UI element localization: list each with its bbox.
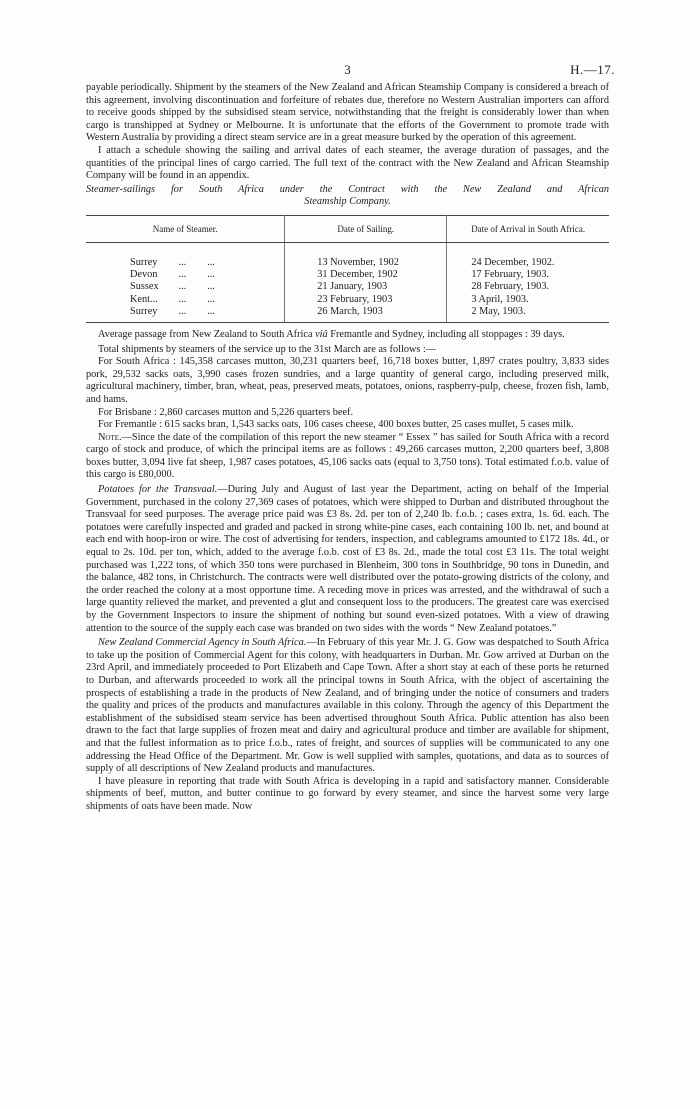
leader-dots: ... [207, 305, 215, 317]
paragraph-fremantle: For Fremantle : 615 sacks bran, 1,543 sacks oats, 106 cases cheese, 400 boxes butter, 25 cases mullet, 5 cases milk. [98, 419, 574, 431]
arrival-date: 28 February, 1903. [471, 281, 550, 293]
table-caption-line2: Steamship Company. [304, 196, 391, 208]
table-header-row [86, 215, 609, 242]
paragraph-note: Note.—Since the date of the compilation of this report the new steamer “ Essex ” has sailed for South Africa with a record cargo of stock and produce, of which the principal items are as follows : 49,266 carcases mutton, 2,200 quarters beef, 3,808 boxes butter, 3,094 live fat sheep, 1,987 cases potatoes, 45,106 sacks oats (equal to 3,750 tons). Total estimated f.o.b. value of this cargo is £80,000. [86, 431, 609, 481]
leader-dots: ... [207, 293, 215, 305]
leader-dots: ... [207, 256, 215, 268]
paragraph-schedule: I attach a schedule showing the sailing and arrival dates of each steamer, the average duration of passages, and the quantities of the principal lines of cargo carried. The full text of the contract with the New Zealand and African Steamship Company will be found in an appendix. [86, 144, 609, 182]
steamer-name: Kent... [130, 293, 158, 305]
page-header [86, 60, 615, 82]
paragraph-potatoes-transvaal: Potatoes for the Transvaal.—During July and August of last year the Department, acting on behalf of the Imperial Government, purchased in the colony 27,369 cases of potatoes, which were shipped to Durban and distributed throughout the Transvaal for seed purposes. The average price paid was £3 8s. 2d. per ton of 2,240 lb. f.o.b. ; cases extra, 1s. 6d. each. The potatoes were carefully inspected and graded and packed in strong white-pine cases, each containing 100 lb. net, and bound at each end with hoop-iron or wire. The cost of advertising for tenders, inspection, and cablegrams amounted to £172 18s. 4d., or equal to 2s. 10d. per ton, which, added to the average f.o.b. cost of £3 8s. 2d., made the total cost £3 11s. The total weight purchased was 1,222 tons, of which 350 tons were purchased in Blenheim, 300 tons in Southbridge, 90 tons in Dunedin, and the balance, 482 tons, in Christchurch. The contracts were well distributed over the potato-growing districts of the colony, and the order reached the colony at a most opportune time. A receding move in prices was arrested, and the withdrawal of such a large quantity relieved the market, and prevented a glut and consequent loss to the producers. The greatest care was exercised by the Government Inspectors to insure the shipment of nothing but sound even-sized potatoes. With a view of drawing attention to the source of the supply each case was branded on two sides with the words “ New Zealand potatoes.” [86, 484, 610, 634]
paragraph-commercial-agency: New Zealand Commercial Agency in South Africa.—In February of this year Mr. J. G. Gow was despatched to South Africa to take up the position of Commercial Agent for this colony, with headquarters in Durban. Mr. Gow arrived at Durban on the 23rd April, and immediately proceeded to Port Elizabeth and Cape Town. After a short stay at each of these ports he returned to Durban, and afterwards proceeded to work all the principal towns in South Africa, with the object of ascertaining the prospects of establishing a trade in the products of New Zealand, and of bringing under the notice of consumers and traders the quality and prices of the products and manufactures available in this colony. Through the agency of this Department the establishment of the subsidised steam service has been advertised throughout South Africa. Public attention has also been drawn to the fact that large supplies of frozen meat and dairy and agricultural produce and timber are available for shipment, and that the fullest information as to price f.o.b., rates of freight, and sources of supplies will be communicated to any one addressing the Head Office of the Department. Mr. Gow is well supplied with samples, quotations, and data as to sources of supply of all descriptions of New Zealand products and manufactures. [86, 637, 609, 775]
arrival-date: 24 December, 1902. [471, 256, 555, 268]
paragraph-total-shipments: Total shipments by steamers of the service up to the 31st March are as follows :— [98, 343, 437, 355]
leader-dots: ... [207, 269, 215, 281]
document-reference: H.—17. [570, 62, 615, 77]
paragraph-brisbane: For Brisbane : 2,860 carcases mutton and 5,226 quarters beef. [98, 406, 354, 418]
sailing-date: 13 November, 1902 [285, 242, 447, 269]
arrival-date: 3 April, 1903. [471, 293, 529, 305]
paragraph-average-passage: Average passage from New Zealand to South Africa viâ Fremantle and Sydney, including all stoppages : 39 days. [98, 328, 565, 340]
leader-dots: ... [178, 281, 187, 293]
leader-dots: ... [178, 293, 187, 305]
leader-dots: ... [178, 305, 187, 317]
leader-dots: ... [178, 256, 187, 268]
table-row [86, 306, 609, 323]
sailing-date: 23 February, 1903 [285, 294, 447, 306]
steamer-sailings-table [86, 215, 609, 323]
header-steamer-name: Name of Steamer. [86, 215, 285, 242]
steamer-name: Devon [130, 269, 158, 281]
steamer-name: Surrey [130, 256, 158, 268]
sailing-date: 21 January, 1903 [285, 281, 447, 293]
page-number: 3 [344, 62, 351, 77]
arrival-date: 17 February, 1903. [471, 269, 550, 281]
table-row [86, 269, 609, 281]
paragraph-south-africa: For South Africa : 145,358 carcases mutton, 30,231 quarters beef, 16,718 boxes butter, 1,897 crates poultry, 3,833 sides pork, 29,532 sacks oats, 3,990 cases frozen sundries, and a large quantity of general cargo, including preserved milk, agricultural machinery, timber, bran, wheat, peas, preserved meats, potatoes, onions, raspberry-pulp, cheese, frozen fish, lamb, and hams. [86, 356, 609, 405]
paragraph-trade-developing: I have pleasure in reporting that trade with South Africa is developing in a rapid and satisfactory manner. Considerable shipments of beef, mutton, and butter continue to go forward by every steamer, and since the harvest some very large shipments of oats have been made. Now [86, 775, 609, 812]
steamer-name: Surrey [130, 305, 158, 317]
steamer-name: Sussex [130, 281, 159, 293]
header-date-arrival: Date of Arrival in South Africa. [447, 215, 609, 242]
table-row [86, 242, 609, 269]
header-date-sailing: Date of Sailing. [285, 215, 447, 242]
table-caption [86, 184, 609, 209]
table-row [86, 281, 609, 293]
sailing-date: 26 March, 1903 [285, 306, 447, 323]
leader-dots: ... [178, 269, 187, 281]
paragraph-agreement: payable periodically. Shipment by the steamers of the New Zealand and African Steamship Company is considered a breach of this agreement, involving discontinuation and forfeiture of rebates due, therefore no Western Australian importers can afford to receive goods shipped by the subsidised steam service, notwithstanding that the freight is considerably lower than when cargo is transhipped at Sydney or Melbourne. It is unfortunate that the efforts of the Government to promote trade with Western Australia by providing a direct steam service are in a great measure burked by the operation of this agreement. [86, 82, 609, 144]
table-caption-line1: Steamer-sailings for South Africa under the Contract with the New Zealand and African [86, 183, 609, 195]
table-row [86, 294, 609, 306]
document-page [86, 60, 615, 814]
leader-dots: ... [207, 281, 215, 293]
sailing-date: 31 December, 1902 [285, 269, 447, 281]
arrival-date: 2 May, 1903. [447, 306, 609, 323]
